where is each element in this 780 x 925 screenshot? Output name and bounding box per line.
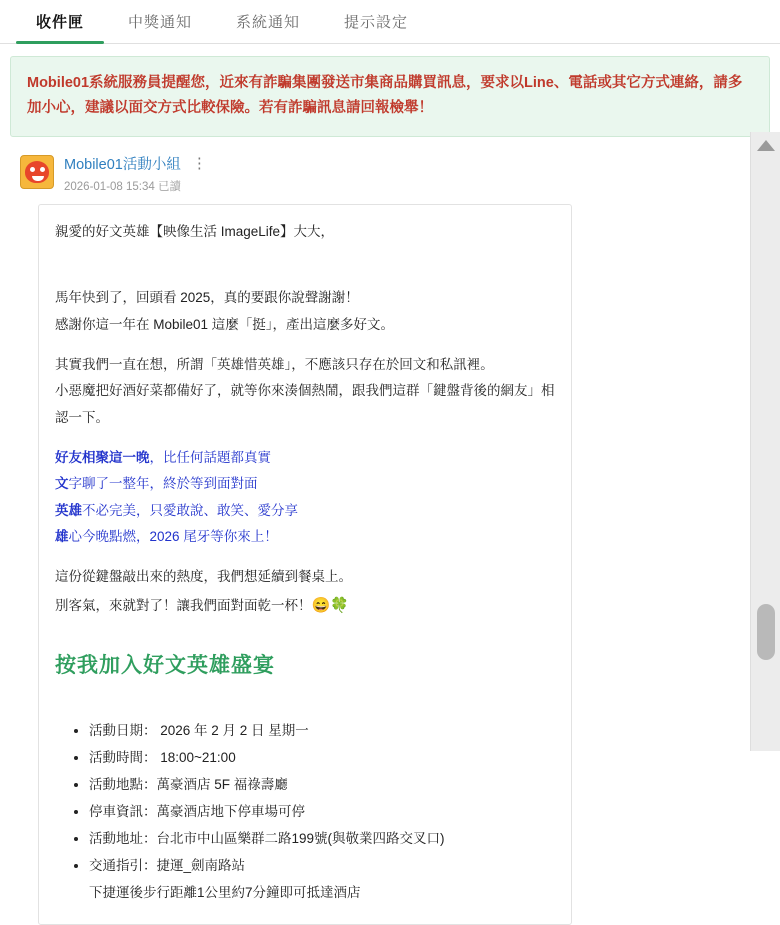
highlight-line-4-rest: 心今晚點燃，2026 尾牙等你來上！: [68, 528, 278, 544]
list-item: • 活動日期： 2026 年 2 月 2 日 星期一: [89, 717, 555, 744]
message-meta: [64, 153, 212, 194]
transit-detail-line: 下捷運後步行距離1公里約7分鐘即可抵達酒店: [89, 884, 361, 900]
tab-prize-notice[interactable]: [106, 0, 214, 43]
tab-alert-settings-label: 提示設定: [344, 14, 409, 31]
paragraph-1-line-2: 感謝你這一年在 Mobile01 這麼「挺」，產出這麼多好文。: [55, 316, 395, 332]
paragraph-2-line-1: 其實我們一直在想，所謂「英雄惜英雄」，不應該只存在於回文和私訊裡。: [55, 357, 494, 372]
smiley-emoji-icon: 😄🍀: [311, 596, 349, 614]
tab-system-notice-label: 系統通知: [236, 14, 301, 31]
vertical-scrollbar[interactable]: [750, 132, 780, 751]
highlight-lines: [55, 445, 555, 550]
paragraph-3: [55, 564, 555, 620]
highlight-line-1: [55, 445, 555, 471]
highlight-line-3-rest: 不必完美，只愛敢說、敢笑、愛分享: [82, 502, 298, 518]
greeting-line: 親愛的好文英雄【映像生活 ImageLife】大大，: [55, 223, 335, 239]
paragraph-1-line-1: 馬年快到了，回頭看 2025，真的要跟你說聲謝謝！: [55, 290, 359, 306]
paragraph-3-line-2-text: 別客氣，來就對了！讓我們面對面乾一杯！: [55, 597, 312, 613]
kebab-menu-icon[interactable]: ⋮: [191, 154, 207, 172]
paragraph-2: [55, 352, 555, 431]
fraud-warning-banner: [10, 56, 770, 137]
fraud-warning-text: Mobile01系統服務員提醒您，近來有詐騙集團發送市集商品購買訊息，要求以Line、電話或其它方式連絡，請多加小心，建議以面交方式比較保險。若有詐騙訊息請回報檢舉！: [27, 75, 743, 117]
user-avatar-icon: [20, 155, 54, 189]
highlight-line-4: [55, 524, 555, 550]
highlight-line-2-rest: 字聊了一整年，終於等到面對面: [68, 476, 258, 492]
list-item: • 活動時間： 18:00~21:00: [89, 744, 555, 771]
tab-alert-settings[interactable]: [322, 0, 430, 43]
paragraph-2-line-2: 小惡魔把好酒好菜都備好了，就等你來湊個熱鬧，跟我們這群「鍵盤背後的網友」相認一下。: [55, 383, 555, 425]
author-row: [64, 153, 212, 174]
tab-inbox-label: 收件匣: [36, 14, 85, 31]
message-block: [0, 147, 780, 925]
join-event-link[interactable]: 按我加入好文英雄盛宴: [55, 653, 275, 677]
tab-inbox[interactable]: [14, 0, 106, 43]
scroll-up-arrow-icon[interactable]: [757, 140, 775, 151]
tab-system-notice[interactable]: [214, 0, 322, 43]
highlight-line-1-rest: ，比任何話題都真實: [149, 449, 271, 465]
scroll-thumb[interactable]: [757, 604, 775, 660]
list-item: • 交通指引：捷運_劍南路站: [89, 852, 555, 879]
highlight-line-3-bold: 英雄: [55, 502, 82, 518]
message-card: [38, 204, 572, 925]
list-item: • 活動地點：萬豪酒店 5F 福祿壽廳: [89, 771, 555, 798]
highlight-line-4-bold: 雄: [55, 528, 69, 544]
event-info-list: [55, 717, 555, 906]
tab-prize-notice-label: 中獎通知: [128, 14, 193, 31]
highlight-line-1-bold: 好友相聚這一晚: [55, 449, 150, 465]
paragraph-3-line-1: 這份從鍵盤敲出來的熱度，我們想延續到餐桌上。: [55, 569, 352, 585]
message-timestamp: 2026-01-08 15:34 已讀: [64, 180, 181, 193]
paragraph-3-line-2: [55, 591, 555, 620]
highlight-line-2-bold: 文: [55, 476, 69, 492]
highlight-line-2: [55, 471, 555, 497]
tab-bar: [0, 0, 780, 44]
highlight-line-3: [55, 498, 555, 524]
list-item: • 停車資訊：萬豪酒店地下停車場可停: [89, 798, 555, 825]
message-header: [20, 153, 770, 194]
message-author[interactable]: Mobile01活動小組: [64, 156, 181, 173]
list-item: • 活動地址：台北市中山區樂群二路199號(與敬業四路交叉口): [89, 825, 555, 852]
paragraph-1: [55, 285, 555, 338]
